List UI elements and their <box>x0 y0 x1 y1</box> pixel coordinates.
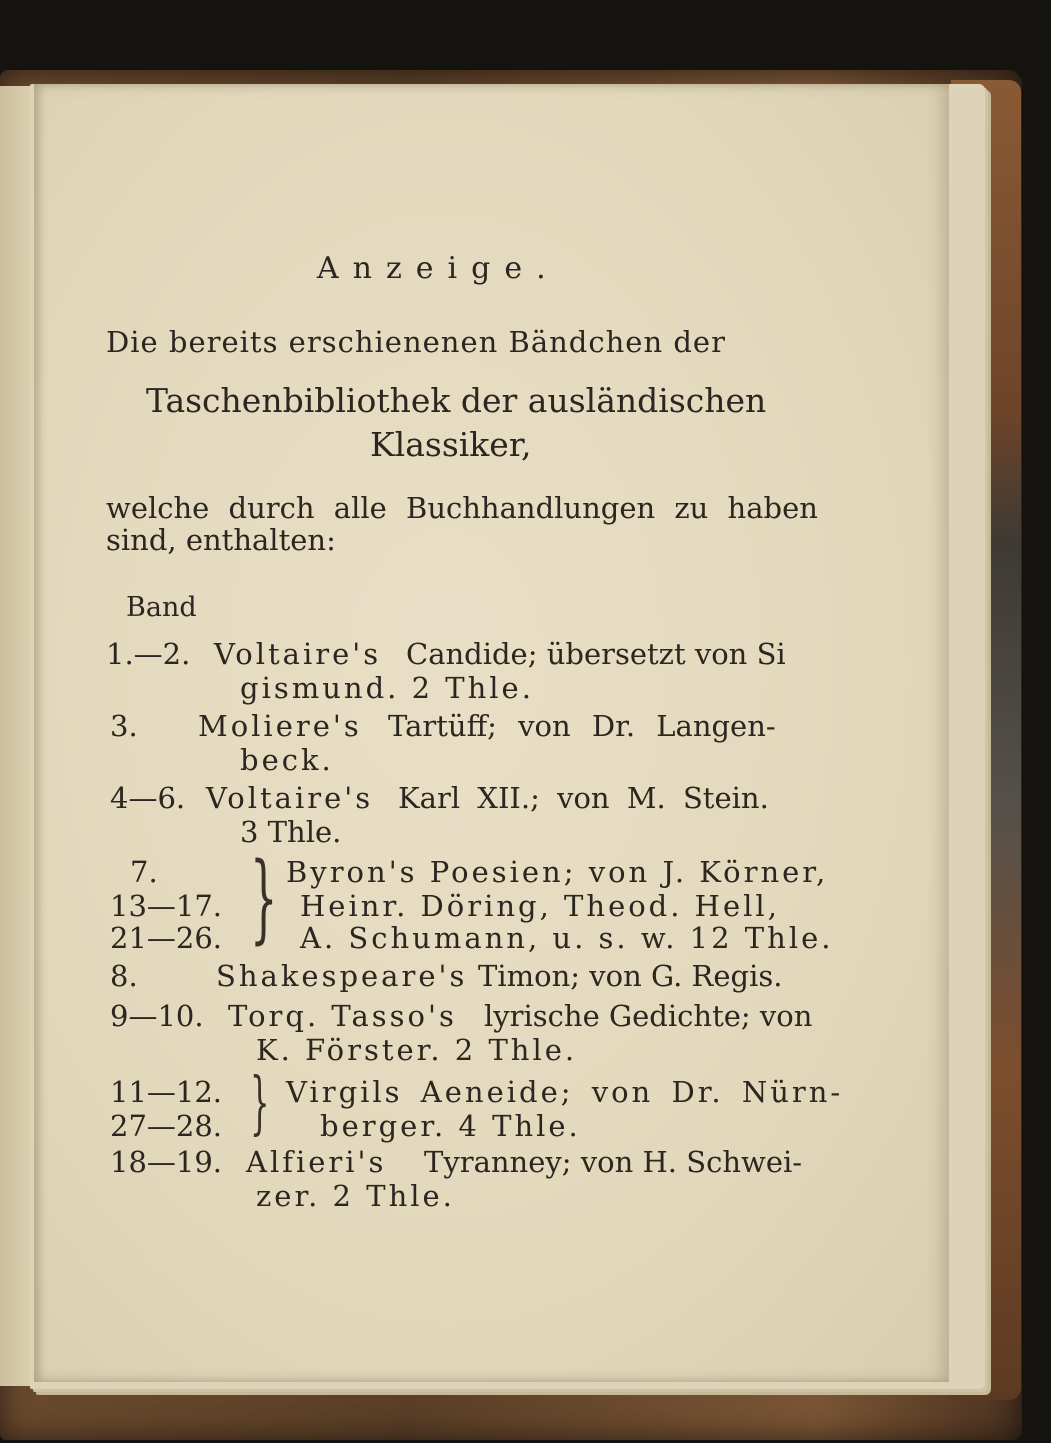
entry-line: berger. 4 Thle. <box>320 1109 581 1143</box>
entry-line: A. Schumann, u. s. w. 12 Thle. <box>300 921 834 955</box>
printed-page <box>34 84 949 1382</box>
subtitle-line-2: sind, enthalten: <box>106 523 336 557</box>
entry-number: 1.—2. <box>106 637 191 671</box>
entry-continuation: 3 Thle. <box>240 815 342 849</box>
entry-author: Torq. Tasso's <box>228 999 457 1033</box>
entry-number: 27—28. <box>110 1109 223 1143</box>
intro-line: Die bereits erschienenen Bändchen der <box>106 325 726 359</box>
entry-continuation: K. Förster. 2 Thle. <box>256 1033 578 1067</box>
entry-line: Byron's Poesien; von J. Körner, <box>286 855 829 889</box>
entry-author: Moliere's <box>198 709 362 743</box>
entry-number: 21—26. <box>110 921 223 955</box>
band-label: Band <box>126 592 197 623</box>
entry-author: Voltaire's <box>214 637 382 671</box>
entry-work: Timon; von G. Regis. <box>478 959 783 993</box>
entry-work: Tyranney; von H. Schwei- <box>424 1145 803 1179</box>
entry-continuation: gismund. 2 Thle. <box>240 671 534 705</box>
entry-number: 3. <box>110 709 138 743</box>
entry-author: Shakespeare's <box>216 959 468 993</box>
entry-work: Candide; übersetzt von Si <box>406 637 786 671</box>
left-page-edge <box>0 86 32 1386</box>
entry-work: lyrische Gedichte; von <box>484 999 813 1033</box>
series-title-line-1: Taschenbibliothek der ausländischen <box>146 381 767 420</box>
entry-number: 4—6. <box>110 781 186 815</box>
page-heading: Anzeige. <box>317 251 560 286</box>
entry-author: Voltaire's <box>206 781 374 815</box>
entry-number: 18—19. <box>110 1145 223 1179</box>
series-title-line-2: Klassiker, <box>370 425 532 464</box>
entry-continuation: beck. <box>240 743 334 777</box>
entry-number: 9—10. <box>110 999 204 1033</box>
subtitle-line-1: welche durch alle Buchhandlungen zu haben <box>106 491 818 525</box>
entry-work: Tartüff; von Dr. Langen- <box>388 709 776 743</box>
entry-line: Virgils Aeneide; von Dr. Nürn- <box>286 1075 844 1109</box>
entry-work: Karl XII.; von M. Stein. <box>398 781 769 815</box>
entry-continuation: zer. 2 Thle. <box>256 1179 455 1213</box>
entry-author: Alfieri's <box>246 1145 387 1179</box>
entry-number: 11—12. <box>110 1075 223 1109</box>
entry-number: 7. <box>130 855 158 889</box>
brace-symbol: } <box>250 842 278 954</box>
entry-line: Heinr. Döring, Theod. Hell, <box>300 889 780 923</box>
brace-symbol: } <box>250 1064 270 1143</box>
book-photo <box>0 40 1051 1440</box>
entry-number: 13—17. <box>110 889 223 923</box>
entry-number: 8. <box>110 959 138 993</box>
